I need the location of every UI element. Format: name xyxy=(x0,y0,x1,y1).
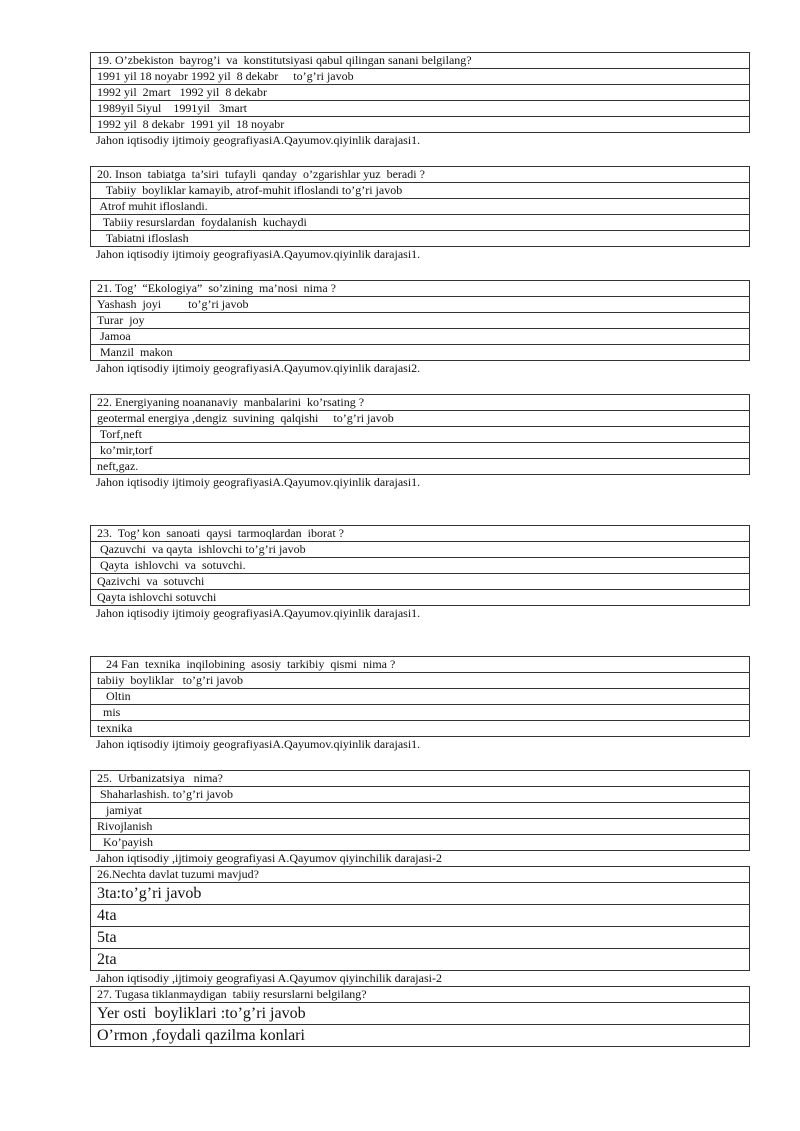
answer-option: Qayta ishlovchi sotuvchi xyxy=(91,590,750,606)
question-text: 26.Nechta davlat tuzumi mavjud? xyxy=(91,867,750,883)
answer-option: Shaharlashish. to’g’ri javob xyxy=(91,787,750,803)
question-text: 25. Urbanizatsiya nima? xyxy=(91,771,750,787)
source-note: Jahon iqtisodiy ijtimoiy geografiyasiA.Qayumov.qiyinlik darajasi2. xyxy=(96,361,421,375)
answer-option: tabiiy boyliklar to’g’ri javob xyxy=(91,673,750,689)
answer-option: 1989yil 5iyul 1991yil 3mart xyxy=(91,101,750,117)
source-note: Jahon iqtisodiy ijtimoiy geografiyasiA.Qayumov.qiyinlik darajasi1. xyxy=(96,737,421,751)
answer-option: Qazivchi va sotuvchi xyxy=(91,574,750,590)
answer-option: 4ta xyxy=(91,905,750,927)
question-block-20 xyxy=(90,166,750,262)
answer-option: Oltin xyxy=(91,689,750,705)
question-table xyxy=(90,280,750,361)
answer-option: Atrof muhit ifloslandi. xyxy=(91,199,750,215)
question-text: 19. O’zbekiston bayrog’i va konstitutsiyasi qabul qilingan sanani belgilang? xyxy=(91,53,750,69)
answer-option: Jamoa xyxy=(91,329,750,345)
answer-option: 5ta xyxy=(91,927,750,949)
source-note: Jahon iqtisodiy ijtimoiy geografiyasiA.Qayumov.qiyinlik darajasi1. xyxy=(96,133,421,147)
question-block-25 xyxy=(90,770,750,866)
source-note: Jahon iqtisodiy ,ijtimoiy geografiyasi A.Qayumov qiyinchilik darajasi-2 xyxy=(96,851,442,865)
question-block-22 xyxy=(90,394,750,490)
answer-option: jamiyat xyxy=(91,803,750,819)
answer-option: Tabiiy resurslardan foydalanish kuchaydi xyxy=(91,215,750,231)
question-block-23 xyxy=(90,525,750,621)
question-table xyxy=(90,525,750,606)
question-table xyxy=(90,656,750,737)
answer-option: neft,gaz. xyxy=(91,459,750,475)
question-table xyxy=(90,394,750,475)
question-table xyxy=(90,986,750,1047)
answer-option: 1992 yil 8 dekabr 1991 yil 18 noyabr xyxy=(91,117,750,133)
question-block-24 xyxy=(90,656,750,752)
question-block-26 xyxy=(90,866,750,986)
question-block-27 xyxy=(90,986,750,1047)
question-block-21 xyxy=(90,280,750,376)
answer-option: Manzil makon xyxy=(91,345,750,361)
answer-option: 1992 yil 2mart 1992 yil 8 dekabr xyxy=(91,85,750,101)
answer-option: Torf,neft xyxy=(91,427,750,443)
answer-option: Ko’payish xyxy=(91,835,750,851)
question-table xyxy=(90,866,750,971)
answer-option: 1991 yil 18 noyabr 1992 yil 8 dekabr to’g’ri javob xyxy=(91,69,750,85)
answer-option: 3ta:to’g’ri javob xyxy=(91,883,750,905)
question-text: 24 Fan texnika inqilobining asosiy tarkibiy qismi nima ? xyxy=(91,657,750,673)
question-table xyxy=(90,770,750,851)
question-text: 20. Inson tabiatga ta’siri tufayli qanday o’zgarishlar yuz beradi ? xyxy=(91,167,750,183)
source-note: Jahon iqtisodiy ,ijtimoiy geografiyasi A.Qayumov qiyinchilik darajasi-2 xyxy=(96,971,442,985)
answer-option: ko’mir,torf xyxy=(91,443,750,459)
source-note: Jahon iqtisodiy ijtimoiy geografiyasiA.Qayumov.qiyinlik darajasi1. xyxy=(96,475,421,489)
question-block-19 xyxy=(90,52,750,148)
source-note: Jahon iqtisodiy ijtimoiy geografiyasiA.Qayumov.qiyinlik darajasi1. xyxy=(96,606,421,620)
question-table xyxy=(90,166,750,247)
answer-option: Rivojlanish xyxy=(91,819,750,835)
answer-option: Yashash joyi to’g’ri javob xyxy=(91,297,750,313)
question-text: 23. Tog’ kon sanoati qaysi tarmoqlardan iborat ? xyxy=(91,526,750,542)
answer-option: Turar joy xyxy=(91,313,750,329)
answer-option: Yer osti boyliklari :to’g’ri javob xyxy=(91,1003,750,1025)
answer-option: mis xyxy=(91,705,750,721)
answer-option: texnika xyxy=(91,721,750,737)
answer-option: O’rmon ,foydali qazilma konlari xyxy=(91,1025,750,1047)
question-table xyxy=(90,52,750,133)
answer-option: 2ta xyxy=(91,949,750,971)
question-text: 22. Energiyaning noananaviy manbalarini ko’rsating ? xyxy=(91,395,750,411)
answer-option: Tabiatni ifloslash xyxy=(91,231,750,247)
answer-option: Qazuvchi va qayta ishlovchi to’g’ri javob xyxy=(91,542,750,558)
answer-option: Qayta ishlovchi va sotuvchi. xyxy=(91,558,750,574)
question-text: 27. Tugasa tiklanmaydigan tabiiy resurslarni belgilang? xyxy=(91,987,750,1003)
test-document xyxy=(90,52,750,1047)
question-text: 21. Tog’ “Ekologiya” so’zining ma’nosi nima ? xyxy=(91,281,750,297)
answer-option: geotermal energiya ,dengiz suvining qalqishi to’g’ri javob xyxy=(91,411,750,427)
answer-option: Tabiiy boyliklar kamayib, atrof-muhit ifloslandi to’g’ri javob xyxy=(91,183,750,199)
source-note: Jahon iqtisodiy ijtimoiy geografiyasiA.Qayumov.qiyinlik darajasi1. xyxy=(96,247,421,261)
